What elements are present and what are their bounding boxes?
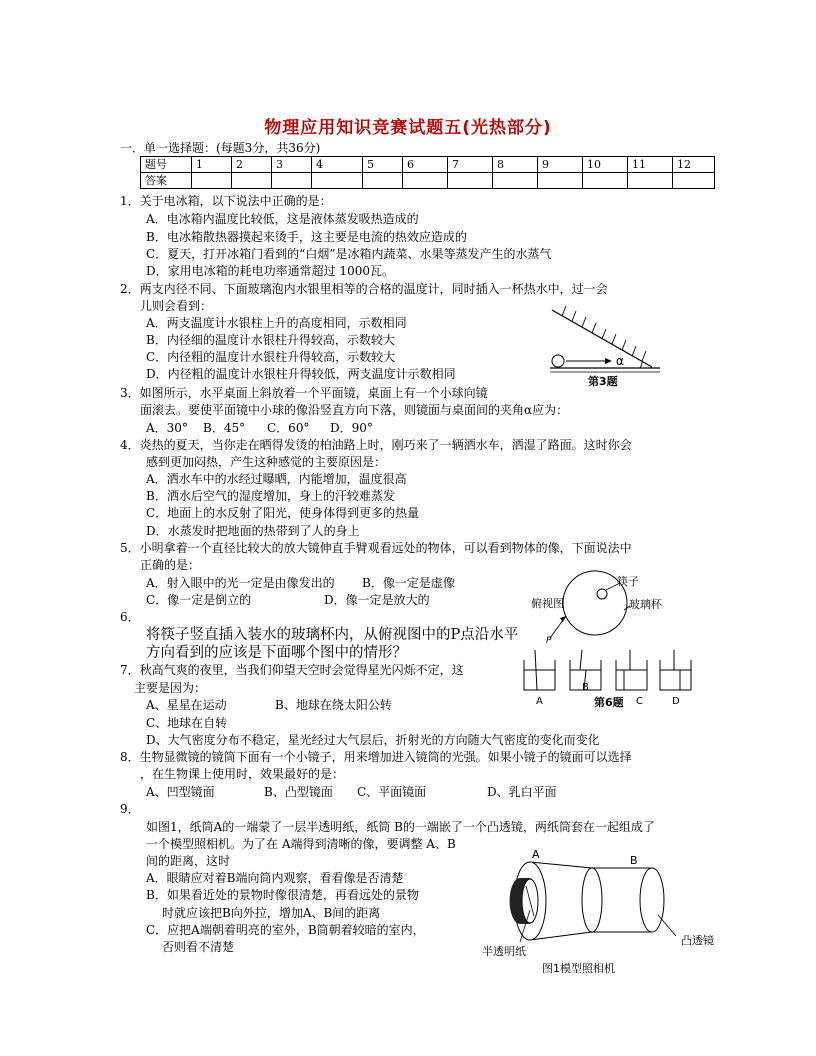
table-cell: 1 xyxy=(192,157,232,173)
question-3-stem-cont: 面滚去。要使平面镜中小球的像沿竖直方向下落，则镜面与桌面间的夹角α应为： xyxy=(140,403,569,417)
fig6-option-b-label: B xyxy=(582,682,589,693)
question-3-option-d: D．90° xyxy=(330,421,373,435)
table-cell: 10 xyxy=(583,157,628,173)
question-3-stem: 3．如图所示，水平桌面上斜放着一个平面镜，桌面上有一个小球向镜 xyxy=(120,386,488,400)
fig6-topview-label: 俯视图 xyxy=(531,597,564,610)
question-9-stem: 如图1，纸筒A的一端蒙了一层半透明纸，纸筒 B的一端嵌了一个凸透镜，两纸筒套在一起组成了 xyxy=(146,820,655,834)
question-7-option-a: A、星星在运动 xyxy=(146,698,227,712)
question-4-option-d: D．水蒸发时把地面的热带到了人的身上 xyxy=(146,524,360,538)
question-1-option-c: C．夏天，打开冰箱门看到的“白烟”是冰箱内蔬菜、水果等蒸发产生的水蒸气 xyxy=(146,247,552,261)
question-5-stem: 5．小明拿着一个直径比较大的放大镜伸直手臂观看远处的物体，可以看到物体的像，下面说法中 xyxy=(120,541,632,555)
table-cell: 11 xyxy=(628,157,673,173)
fig6-caption: 第6题 xyxy=(594,696,624,709)
fig6-option-d-label: D xyxy=(672,696,680,707)
question-3-option-c: C．60° xyxy=(267,421,310,435)
question-4-stem-cont: 感到更加闷热，产生这种感觉的主要原因是： xyxy=(146,455,387,469)
fig3-angle-label: α xyxy=(616,354,624,368)
question-2-stem-cont: 儿则会看到： xyxy=(140,299,213,313)
question-3-option-a: A．30° xyxy=(146,421,188,435)
fig9-paper-label: 半透明纸 xyxy=(482,945,526,958)
table-cell: 4 xyxy=(312,157,363,173)
question-8-option-d: D、乳白平面 xyxy=(487,785,557,799)
question-7-stem: 7．秋高气爽的夜里，当我们仰望天空时会觉得星光闪烁不定，这 xyxy=(120,663,464,677)
question-5-option-c: C．像一定是倒立的 xyxy=(146,593,252,607)
question-9-option-b: B．如果看近处的景物时像很清楚，再看远处的景物 xyxy=(146,888,419,902)
question-2-option-d: D．内径粗的温度计水银柱升得较低，两支温度计示数相同 xyxy=(146,367,456,381)
fig6-glass-label: 玻璃杯 xyxy=(629,598,662,611)
question-1-option-d: D．家用电冰箱的耗电功率通常超过 1000瓦。 xyxy=(146,264,394,278)
question-8-stem-cont: ，在生物课上使用时，效果最好的是： xyxy=(140,767,345,781)
question-8-option-c: C、平面镜面 xyxy=(357,785,427,799)
question-9-stem-cont-2: 间的距离，这时 xyxy=(146,854,231,868)
table-cell: 2 xyxy=(232,157,272,173)
question-6-stem: 将筷子竖直插入装水的玻璃杯内，从俯视图中的P点沿水平 xyxy=(146,627,519,643)
question-7-option-d: D、大气密度分布不稳定，星光经过大气层后，折射光的方向随大气密度的变化而变化 xyxy=(146,733,600,747)
question-9-stem-cont: 一个模型照相机。为了在 A端得到清晰的像，要调整 A、B xyxy=(146,837,456,851)
question-8-option-a: A、凹型镜面 xyxy=(146,785,215,799)
question-1-option-a: A．电冰箱内温度比较低，这是液体蒸发吸热造成的 xyxy=(146,212,419,226)
fig9-label-b: B xyxy=(630,854,638,867)
fig6-option-c-label: C xyxy=(636,696,643,707)
question-2-stem: 2．两支内径不同、下面玻璃泡内水银里相等的合格的温度计，同时插入一杯热水中，过一会 xyxy=(120,282,608,296)
question-2-option-a: A．两支温度计水银柱上升的高度相同，示数相同 xyxy=(146,316,407,330)
fig6-option-a-label: A xyxy=(536,696,543,707)
question-9-option-a: A．眼睛应对着B端向筒内观察，看看像是否清楚 xyxy=(146,871,404,885)
question-5-stem-cont: 正确的是： xyxy=(140,558,201,572)
question-2-option-c: C．内径粗的温度计水银柱升得较高，示数较大 xyxy=(146,350,396,364)
question-6-number: 6． xyxy=(120,610,140,624)
question-3-option-b: B．45° xyxy=(203,421,246,435)
fig3-caption: 第3题 xyxy=(588,375,618,388)
question-7-option-b: B、地球在绕太阳公转 xyxy=(275,698,392,712)
question-7-stem-cont: 主要是因为： xyxy=(134,681,207,695)
section-heading: 一．单一选择题：(每题3分，共36分) xyxy=(120,141,321,155)
question-1-option-b: B．电冰箱散热器摸起来烫手，这主要是电流的热效应造成的 xyxy=(146,230,467,244)
question-4-option-c: C．地面上的水反射了阳光，使身体得到更多的热量 xyxy=(146,506,420,520)
question-5-option-b: B．像一定是虚像 xyxy=(362,576,455,590)
question-8-option-b: B、凸型镜面 xyxy=(264,785,333,799)
table-cell: 6 xyxy=(403,157,448,173)
row-label: 题号 xyxy=(141,157,192,173)
fig9-caption: 图1模型照相机 xyxy=(542,962,615,975)
table-cell: 12 xyxy=(673,157,715,173)
table-cell: 9 xyxy=(538,157,583,173)
question-2-option-b: B．内径细的温度计水银柱升得较高，示数较大 xyxy=(146,333,395,347)
question-4-option-b: B．洒水后空气的湿度增加，身上的汗较难蒸发 xyxy=(146,489,395,503)
question-6-stem-cont: 方向看到的应该是下面哪个图中的情形？ xyxy=(146,645,407,661)
question-9-option-b-cont: 时就应该把B向外拉，增加A、B间的距离 xyxy=(162,906,381,920)
table-cell: 8 xyxy=(493,157,538,173)
table-cell: 3 xyxy=(272,157,312,173)
question-4-stem: 4．炎热的夏天，当你走在晒得发烫的柏油路上时，刚巧来了一辆洒水车，洒湿了路面。这时你会 xyxy=(120,438,632,452)
question-1-stem: 1．关于电冰箱，以下说法中正确的是： xyxy=(120,194,332,208)
page-title: 物理应用知识竞赛试题五(光热部分) xyxy=(264,118,552,138)
question-8-stem: 8．生物显微镜的镜筒下面有一个小镜子，用来增加进入镜筒的光强。如果小镜子的镜面可以选择 xyxy=(120,750,632,764)
question-9-option-c-cont: 否则看不清楚 xyxy=(162,940,235,954)
question-7-option-c: C、地球在自转 xyxy=(146,716,228,730)
row-label: 答案 xyxy=(141,173,192,189)
question-4-option-a: A．洒水车中的水经过曝晒，内能增加，温度很高 xyxy=(146,472,407,486)
table-cell: 7 xyxy=(448,157,493,173)
question-9-option-c: C．应把A端朝着明亮的室外，B筒朝着较暗的室内， xyxy=(146,923,425,937)
table-cell: 5 xyxy=(363,157,403,173)
fig9-lens-label: 凸透镜 xyxy=(681,934,714,947)
question-5-option-d: D．像一定是放大的 xyxy=(324,593,430,607)
fig9-label-a: A xyxy=(532,848,540,861)
fig6-chopstick-label: 筷子 xyxy=(617,575,639,588)
fig6-p-label: P xyxy=(546,636,552,646)
question-5-option-a: A．射入眼中的光一定是由像发出的 xyxy=(146,576,335,590)
question-9-number: 9． xyxy=(120,802,140,816)
